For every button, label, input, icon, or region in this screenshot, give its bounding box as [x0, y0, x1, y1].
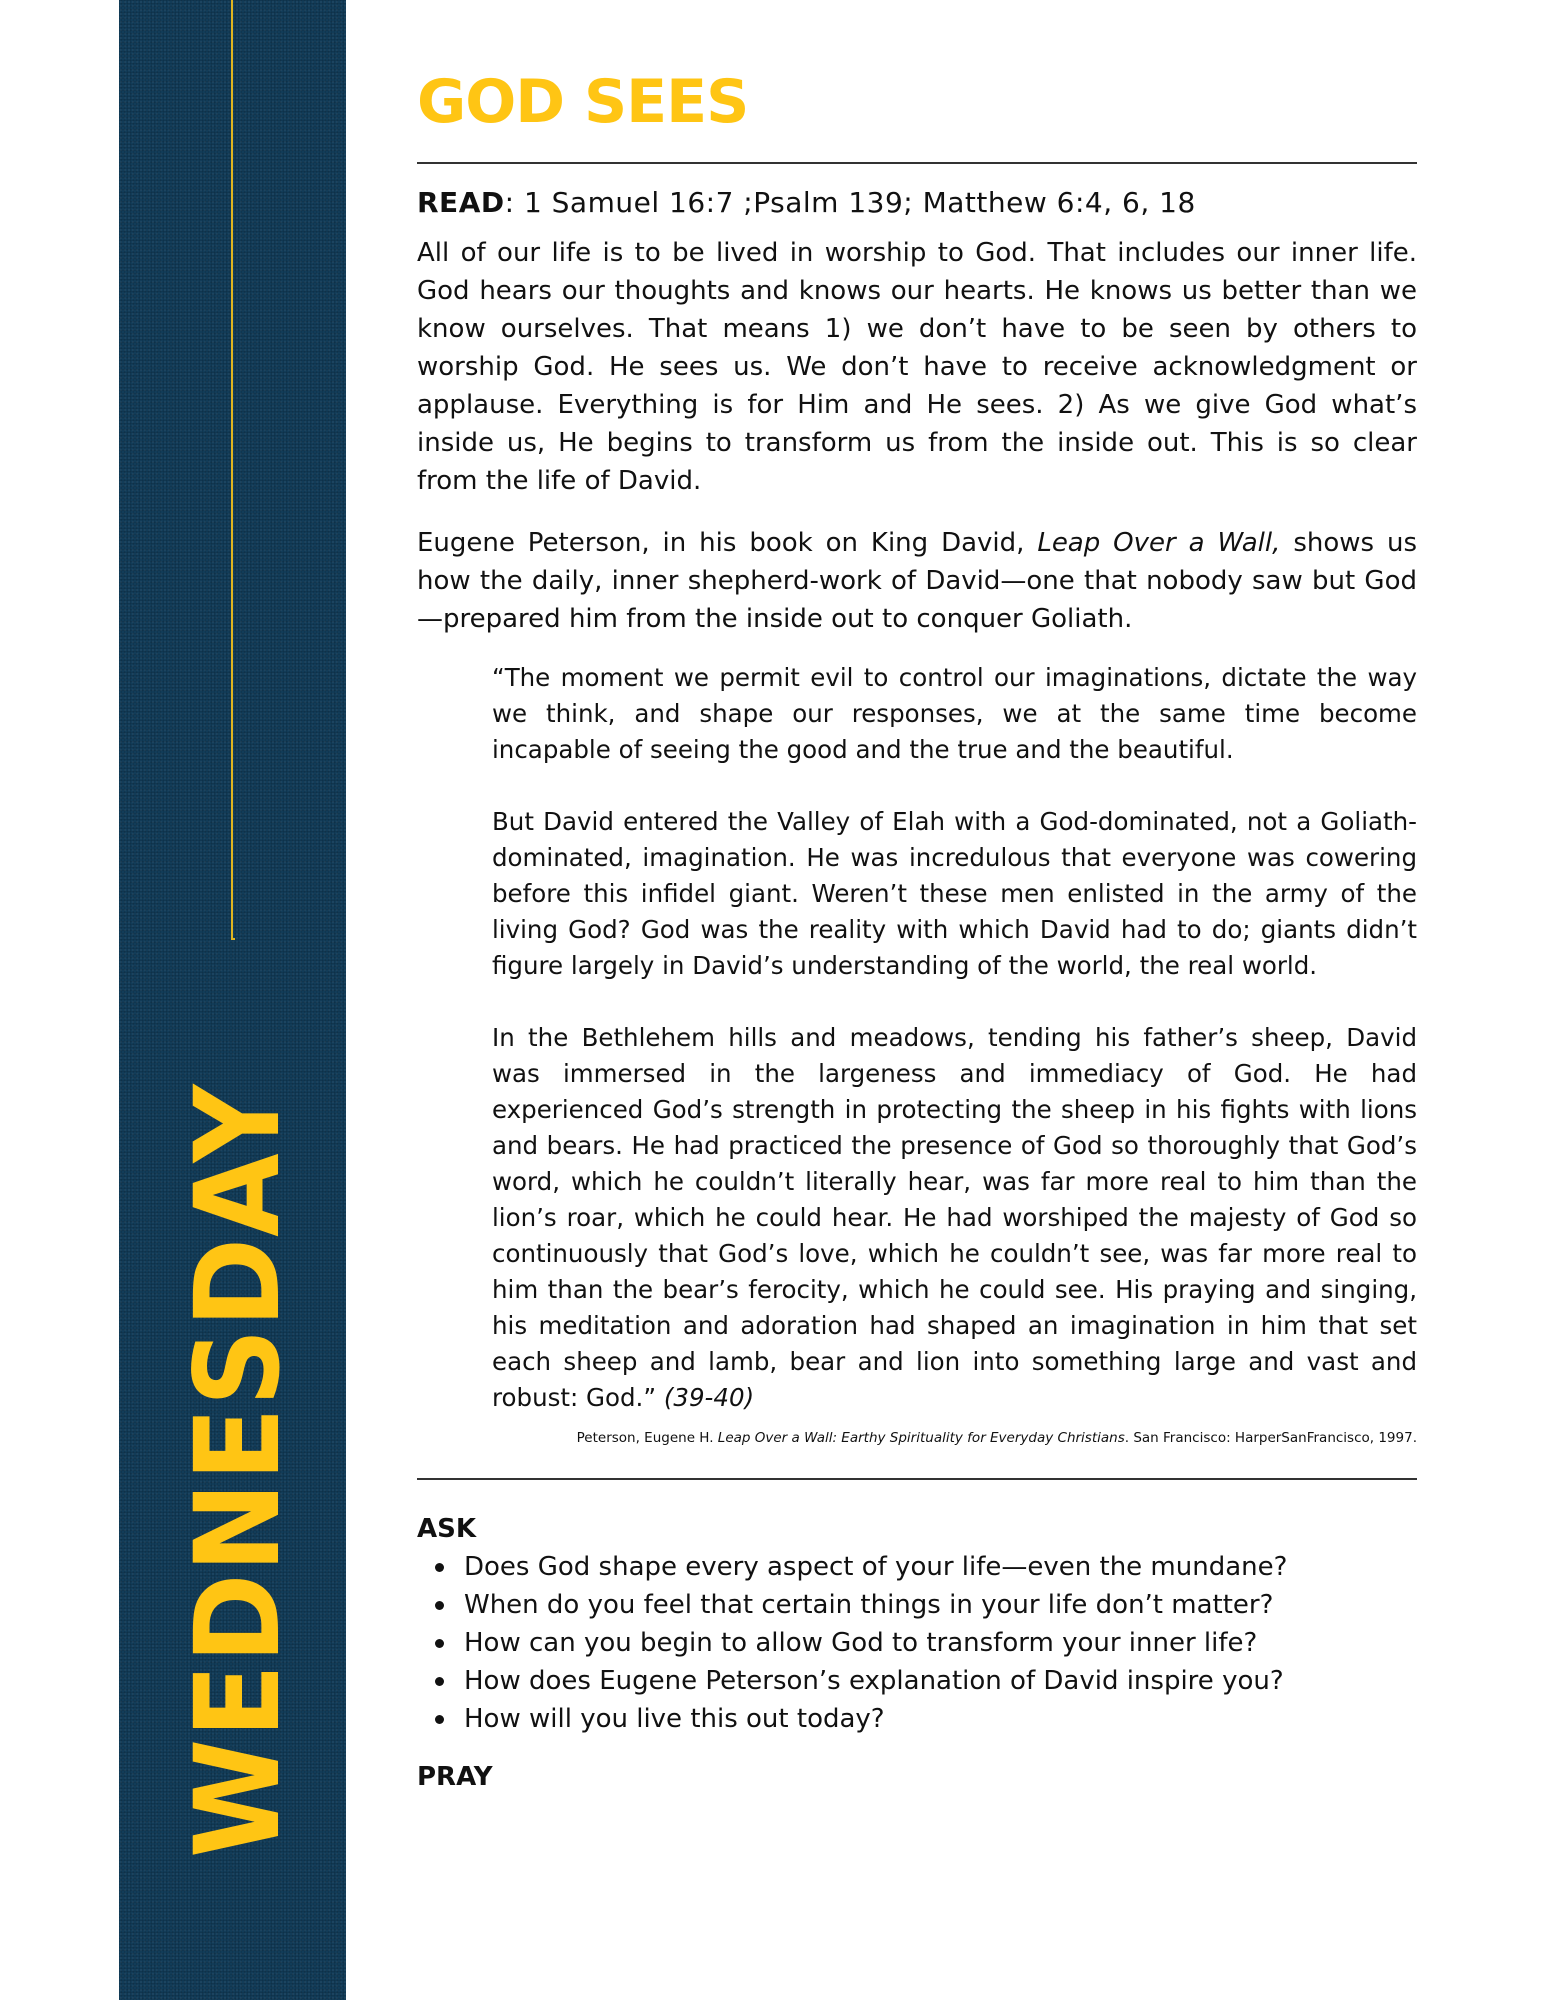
list-item [417, 1586, 1417, 1624]
list-item [417, 1700, 1417, 1738]
quote-paragraph-3-text: In the Bethlehem hills and meadows, tending his father’s sheep, David was immersed in the largeness and immediacy of God. He had experienced God’s strength in protecting the sheep in his fights with lions and bears. He had practiced the presence of God so thoroughly that God’s word, which he couldn’t literally hear, was far more real to him than the lion’s roar, which he could hear. He had worshiped the majesty of God so continuously that God’s love, which he couldn’t see, was far more real to him than the bear’s ferocity, which he could see. His praying and singing, his meditation and adoration had shaped an imagination in him that set each sheep and lamb, bear and lion into something large and vast and robust: God.” [492, 1023, 1417, 1412]
question-text: When do you feel that certain things in your life don’t matter? [464, 1590, 1274, 1620]
ask-heading: ASK [417, 1514, 476, 1544]
bullet-icon [435, 1715, 444, 1724]
bullet-icon [435, 1639, 444, 1648]
divider-middle [417, 1478, 1417, 1480]
bullet-icon [435, 1677, 444, 1686]
body-paragraph-2 [417, 524, 1417, 638]
quote-paragraph-2: But David entered the Valley of Elah with a God-dominated, not a Goliath-dominated, imagination. He was incredulous that everyone was cowering before this infidel giant. Weren’t these men enlisted in the army of the living God? God was the reality with which David had to do; giants didn’t figure largely in David’s understanding of the world, the real world. [492, 807, 1417, 980]
question-text: How can you begin to allow God to transform your inner life? [464, 1628, 1258, 1658]
quote-paragraph-3 [492, 1020, 1417, 1416]
source-publisher: . San Francisco: HarperSanFrancisco, 1997. [1124, 1430, 1417, 1446]
source-title: Leap Over a Wall: Earthy Spirituality for Everyday Christians [717, 1430, 1125, 1446]
sidebar-accent-line [231, 0, 233, 940]
sidebar-accent-line-end [231, 938, 235, 940]
list-item [417, 1548, 1417, 1586]
question-text: How does Eugene Peterson’s explanation of David inspire you? [464, 1666, 1284, 1696]
paragraph-2-lead: Eugene Peterson, in his book on King David, [417, 528, 1038, 558]
divider-top [417, 162, 1417, 164]
body-paragraph-1: All of our life is to be lived in worship to God. That includes our inner life. God hears our thoughts and knows our hearts. He knows us better than we know ourselves. That means 1) we don’t have to be seen by others to worship God. He sees us. We don’t have to receive acknowledgment or applause. Everything is for Him and He sees. 2) As we give God what’s inside us, He begins to transform us from the inside out. This is so clear from the life of David. [417, 238, 1417, 496]
day-label: WEDNESDAY [170, 1083, 306, 1858]
page-title: GOD SEES [417, 67, 749, 137]
paragraph-2-rest: shows us how the daily, inner shepherd-work of David—one that nobody saw but God—prepared him from the inside out to conquer Goliath. [417, 528, 1418, 634]
read-line [417, 186, 1417, 220]
question-text: How will you live this out today? [464, 1704, 885, 1734]
block-quote [492, 660, 1417, 1416]
ask-question-list [417, 1548, 1417, 1738]
question-text: Does God shape every aspect of your life—even the mundane? [464, 1552, 1288, 1582]
read-references: : 1 Samuel 16:7 ;Psalm 139; Matthew 6:4, 6, 18 [504, 186, 1196, 219]
bullet-icon [435, 1601, 444, 1610]
list-item [417, 1662, 1417, 1700]
source-author: Peterson, Eugene H. [576, 1430, 718, 1446]
main-content [417, 64, 1417, 1792]
source-citation [417, 1428, 1417, 1448]
bullet-icon [435, 1563, 444, 1572]
read-label: READ [417, 186, 505, 219]
pray-heading: PRAY [417, 1762, 493, 1792]
list-item [417, 1624, 1417, 1662]
quote-page-citation: (39-40) [663, 1383, 755, 1412]
book-title: Leap Over a Wall, [1037, 528, 1281, 558]
quote-paragraph-1: “The moment we permit evil to control our imaginations, dictate the way we think, and shape our responses, we at the same time become incapable of seeing the good and the true and the beautiful. [492, 663, 1417, 764]
